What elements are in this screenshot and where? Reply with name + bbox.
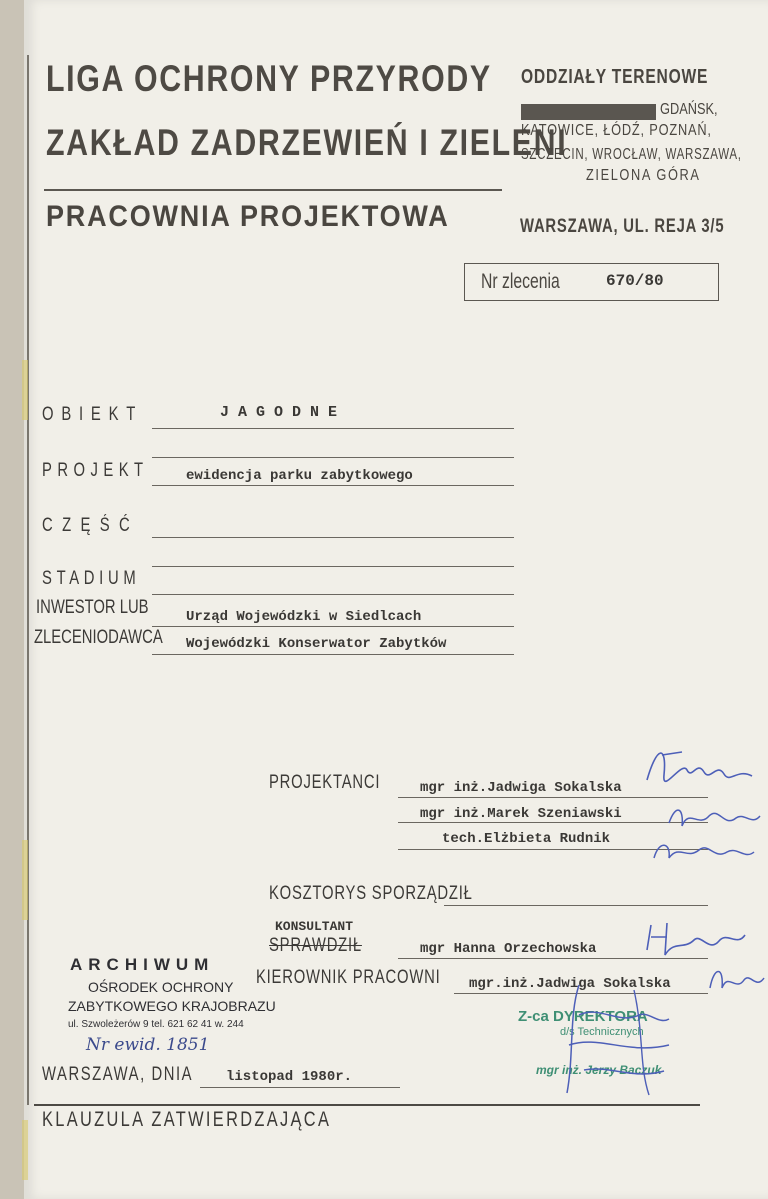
designer-2: mgr inż.Marek Szeniawski: [420, 806, 622, 822]
obiekt-value: JAGODNE: [220, 404, 347, 421]
obiekt-line: [152, 428, 514, 429]
edge-mark-3: [22, 1120, 28, 1180]
org-title-line1: LIGA OCHRONY PRZYRODY: [46, 58, 492, 99]
projekt-label: PROJEKT: [42, 460, 149, 481]
archive-number-handwritten: Nr ewid. 1851: [86, 1035, 210, 1055]
investor-value-1: Urząd Wojewódzki w Siedlcach: [186, 609, 422, 625]
investor-value-2: Wojewódzki Konserwator Zabytków: [186, 636, 447, 652]
archive-stamp-line2: ZABYTKOWEGO KRAJOBRAZU: [68, 998, 276, 1014]
date-line: [200, 1087, 400, 1088]
edge-mark-2: [22, 840, 28, 920]
branches-redaction: [521, 104, 656, 120]
branches-line3: SZCZECIN, WROCŁAW, WARSZAWA,: [521, 146, 742, 163]
stadium-label: STADIUM: [42, 568, 141, 589]
stadium-line: [152, 594, 514, 595]
archive-stamp-title: ARCHIWUM: [70, 955, 215, 974]
czesc-label: CZĘŚĆ: [42, 515, 140, 536]
head-of-studio-label: KIEROWNIK PRACOWNI: [256, 967, 441, 988]
org-title-line2: ZAKŁAD ZADRZEWIEŃ I ZIELENI: [46, 122, 568, 163]
projekt-value: ewidencja parku zabytkowego: [186, 468, 413, 484]
director-stamp-line1: Z-ca DYREKTORA: [518, 1008, 648, 1025]
signature-rudnik: [649, 830, 759, 870]
consultant-typed: KONSULTANT: [275, 919, 354, 934]
obiekt-line-2: [152, 457, 514, 458]
branches-line4: ZIELONA GÓRA: [586, 167, 701, 184]
approval-divider: [34, 1104, 700, 1106]
order-number-value: 670/80: [606, 272, 664, 290]
signature-director: [539, 975, 689, 1100]
designer-line-2: [398, 822, 708, 823]
document-page: [24, 0, 768, 1199]
order-number-label: Nr zlecenia: [481, 270, 560, 293]
obiekt-label: OBIEKT: [42, 404, 144, 425]
header-divider: [44, 189, 502, 191]
czesc-line-2: [152, 566, 514, 567]
studio-title: PRACOWNIA PROJEKTOWA: [46, 200, 450, 233]
czesc-line: [152, 537, 514, 538]
investor-label-2: ZLECENIODAWCA: [34, 627, 163, 648]
investor-line-1: [152, 626, 514, 627]
date-value: listopad 1980r.: [226, 1069, 353, 1085]
cost-estimate-line: [444, 905, 708, 906]
designer-1: mgr inż.Jadwiga Sokalska: [420, 780, 622, 796]
consultant-name: mgr Hanna Orzechowska: [420, 941, 597, 957]
left-margin-rule: [27, 55, 29, 1105]
investor-line-2: [152, 654, 514, 655]
designers-label: PROJEKTANCI: [269, 772, 381, 793]
designer-3: tech.Elżbieta Rudnik: [442, 831, 611, 847]
signature-head-of-studio: [704, 958, 768, 1002]
investor-label-1: INWESTOR LUB: [36, 597, 149, 618]
director-stamp-line3: mgr inż. Jerzy Baczuk: [536, 1063, 662, 1077]
branches-line1: GDAŃSK,: [660, 101, 718, 118]
cost-estimate-label: KOSZTORYS SPORZĄDZIŁ: [269, 883, 473, 904]
director-stamp-line2: d/s Technicznych: [560, 1026, 644, 1038]
archive-stamp-line1: OŚRODEK OCHRONY: [88, 979, 234, 995]
branches-line2: KATOWICE, ŁÓDŹ, POZNAŃ,: [521, 122, 712, 139]
checked-by-crossed: SPRAWDZIŁ: [269, 935, 362, 956]
edge-mark-1: [22, 360, 28, 420]
binding-strip: [0, 0, 26, 1199]
head-of-studio-name: mgr.inż.Jadwiga Sokalska: [469, 976, 671, 992]
archive-stamp-line3: ul. Szwoleżerów 9 tel. 621 62 41 w. 244: [68, 1019, 244, 1030]
projekt-line: [152, 485, 514, 486]
approval-clause-label: KLAUZULA ZATWIERDZAJĄCA: [42, 1108, 332, 1131]
date-label: WARSZAWA, DNIA: [42, 1064, 194, 1085]
branches-title: ODDZIAŁY TERENOWE: [521, 66, 709, 88]
signature-sokalska: [642, 740, 762, 800]
studio-address: WARSZAWA, UL. REJA 3/5: [520, 216, 725, 237]
